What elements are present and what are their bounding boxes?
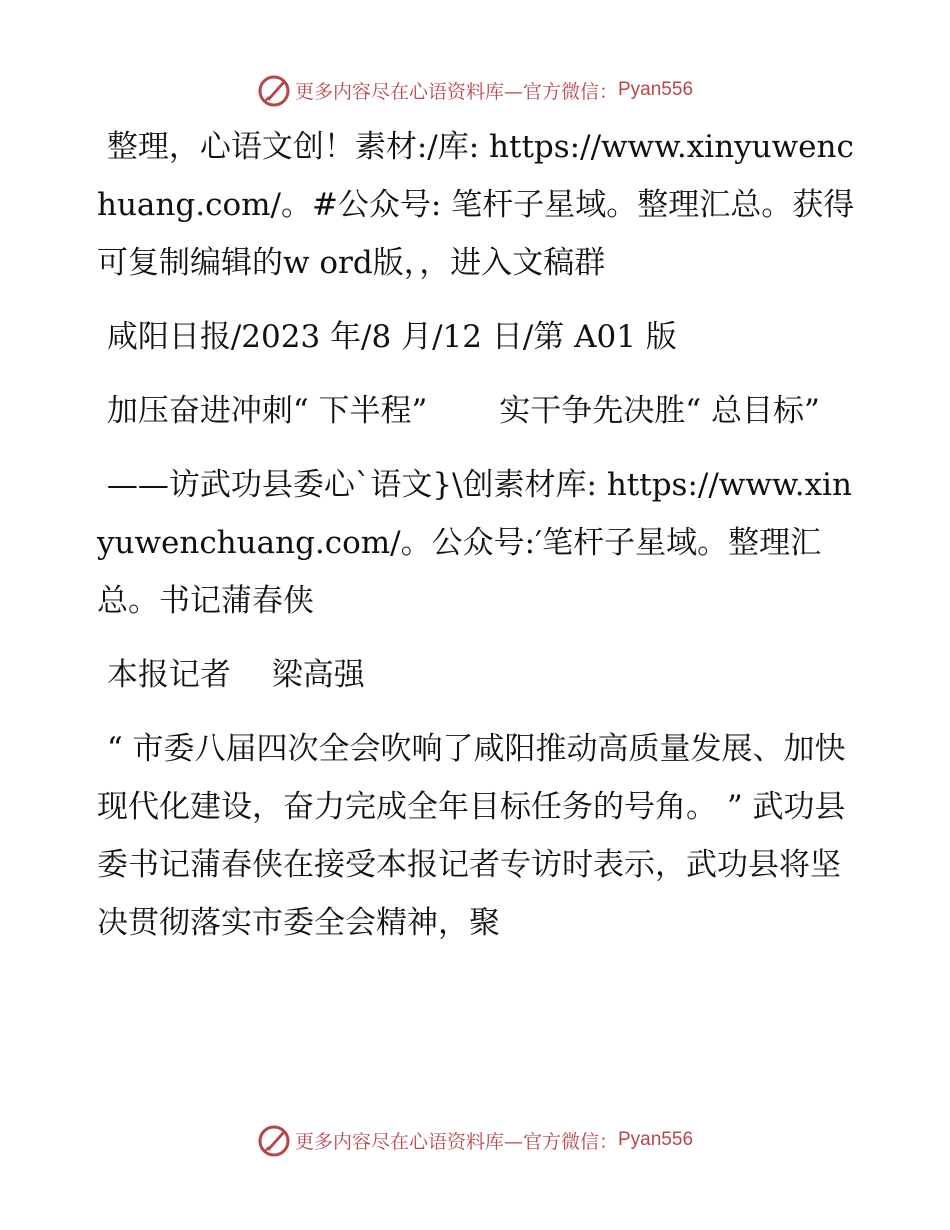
footer-watermark-banner xyxy=(0,1120,950,1160)
paragraph-source-line: 咸阳日报/2023 年/8 月/12 日/第 A01 版 xyxy=(97,319,677,355)
quill-logo-icon xyxy=(257,1123,291,1157)
quill-logo-icon xyxy=(257,73,291,107)
document-body xyxy=(97,118,857,968)
banner-text: 更多内容尽在心语资料库—官方微信： xyxy=(294,80,618,103)
paragraph-intro: 整理，心语文创！素材:/库: https://www.xinyuwenchuang.com/。#公众号: 笔杆子星域。整理汇总。获得可复制编辑的w ord版，，进入文稿群 xyxy=(97,129,855,281)
banner-text: 更多内容尽在心语资料库—官方微信： xyxy=(294,1130,618,1153)
reporter-byline: 本报记者 梁高强 xyxy=(97,657,365,693)
header-watermark-banner xyxy=(0,70,950,110)
paragraph-body: “ 市委八届四次全会吹响了咸阳推动高质量发展、加快现代化建设，奋力完成全年目标任务的号角。 ” 武功县委书记蒲春侠在接受本报记者专访时表示，武功县将坚决贯彻落实市委全会精神，聚 xyxy=(97,731,846,941)
banner-wechat-id: Pyan556 xyxy=(618,1129,694,1150)
banner-wechat-id: Pyan556 xyxy=(618,79,694,100)
article-subheadline: ——访武功县委心`语文}\创素材库: https://www.xinyuwenchuang.com/。公众号:′笔杆子星域。整理汇总。书记蒲春侠 xyxy=(97,467,852,619)
article-headline: 加压奋进冲刺“ 下半程” 实干争先决胜“ 总目标” xyxy=(97,393,820,429)
